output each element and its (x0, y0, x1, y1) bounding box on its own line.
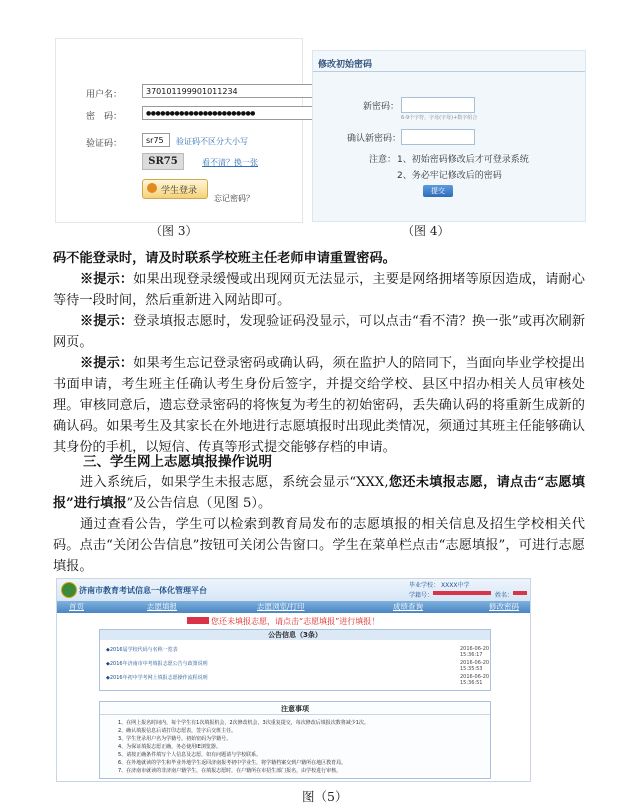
tip2-text: 登录填报志愿时，发现验证码没显示，可以点击“看不清？换一张”或再次刷新网页。 (53, 314, 586, 350)
new-password-hint: 6-9个字符，字母(字母)+数字组合 (401, 115, 478, 121)
rules-divider (100, 714, 490, 715)
username-label: 用户名： (86, 90, 123, 100)
paragraph-tip2 (53, 311, 585, 353)
captcha-hint: 验证码不区分大小写 (176, 137, 248, 146)
student-login-button[interactable] (142, 179, 208, 199)
tip1-text: 如果出现登录缓慢或出现网页无法显示，主要是网络拥堵等原因造成，请耐心等待一段时间，然后重新进入网站即可。 (53, 272, 585, 308)
nav-fill-volunteer[interactable]: 志愿填报 (147, 602, 177, 611)
title-divider (313, 71, 585, 72)
note-2: 2、务必牢记修改后的密码 (397, 171, 502, 181)
figure5-caption: 图（5） (302, 789, 348, 804)
para1-bold: 您还未填报志愿，请点击“志愿填报”进行填报 (53, 475, 585, 511)
paragraph-reset-password: 码不能登录时，请及时联系学校班主任老师申请重置密码。 (53, 251, 396, 266)
portal-screenshot (56, 578, 531, 782)
rule-line: 7、在济南市就读的非济南户籍学生，在填报志愿时，在户籍所在市招生部门报名，由学校进行审核。 (118, 768, 342, 774)
figure4-caption: （图 4） (402, 224, 450, 238)
portal-header (57, 579, 530, 601)
login-screenshot (55, 38, 303, 223)
student-name-redacted (187, 617, 209, 624)
school-value: XXXX中学 (441, 582, 470, 589)
portal-title: 济南市教育考试信息一体化管理平台 (79, 586, 207, 595)
rule-line: 4、为保证填报志愿正确，务必使用IE浏览器。 (118, 744, 221, 750)
forgot-password-link[interactable]: 忘记密码？ (214, 194, 254, 203)
notice-title: 公告信息（3条） (100, 630, 490, 640)
tip3-text: 如果考生忘记登录密码或确认码，须在监护人的陪同下，当面向毕业学校提出书面申请，考生班主任确认考生身份后签字，并提交给学校、县区中招办相关人员审核处理。审核同意后，遗忘登录密码的将恢复为考生的初始密码，丢失确认码的将重新生成新的确认码。如果考生及其家长在外地进行志愿填报时出现此类情况，须通过其班主任能够确认其身份的手机，以短信、传真等形式提交能够存档的申请。 (53, 356, 585, 455)
password-field[interactable]: ●●●●●●●●●●●●●●●●●●●●●●● (142, 106, 328, 120)
para1-end: ”及公告信息（见图 5）。 (126, 496, 272, 511)
captcha-label: 验证码： (86, 139, 123, 149)
username-field[interactable]: 370101199901011234 (142, 84, 328, 98)
new-password-label: 新密码： (363, 102, 400, 112)
rule-line: 3、学生登录用户名为学籍号，初始密码为学籍号。 (118, 736, 232, 742)
notice-item[interactable]: ◆2016年济南市中考填报志愿公告与政策说明 (106, 661, 208, 667)
rule-line: 1、在网上报名时间内，每个学生有1次填报机会，2次修改机会，3次重复提交，每次修改后填报次数将减少1次。 (118, 720, 369, 726)
notice-panel (99, 629, 491, 691)
notice-date: 2016-06-20 15:36:17 (460, 646, 490, 658)
student-no-redacted (433, 591, 491, 595)
notes-label: 注意： (369, 155, 397, 165)
notice-date: 2016-06-20 15:36:51 (460, 674, 490, 686)
tip1-label: ※提示： (80, 272, 134, 287)
figure3-caption: （图 3） (150, 224, 198, 238)
notice-date: 2016-06-20 15:35:53 (460, 660, 490, 672)
rules-panel (99, 701, 491, 779)
para1-start: 进入系统后，如果学生未报志愿，系统会显示“XXX, (80, 475, 389, 490)
password-label: 密 码： (86, 112, 123, 122)
name-label: 姓名： (495, 592, 514, 599)
rule-line: 2、确认填报信息后请打印志愿表，签字后交班主任。 (118, 728, 237, 734)
notice-item[interactable]: ◆2016年初中学考网上填报志愿操作流程说明 (106, 675, 208, 681)
captcha-image: SR75 (142, 153, 184, 170)
refresh-captcha-link[interactable]: 看不清？换一张 (202, 158, 258, 167)
school-label: 毕业学校： (409, 582, 440, 589)
confirm-password-label: 确认新密码： (347, 134, 402, 144)
name-redacted (513, 591, 527, 595)
nav-browse-print[interactable]: 志愿浏览/打印 (257, 602, 305, 611)
rules-title: 注意事项 (281, 705, 309, 713)
nav-score-query[interactable]: 成绩查询 (393, 602, 423, 611)
login-button-label: 学生登录 (161, 186, 198, 196)
not-filled-alert: 您还未填报志愿，请点击“志愿填报”进行填报！ (211, 617, 380, 626)
portal-logo-icon (61, 582, 77, 598)
paragraph-tip1 (53, 269, 585, 311)
rule-line: 5、请按正确条件填写个人信息及志愿，如有问题请与学校联系。 (118, 752, 262, 758)
confirm-password-field[interactable] (401, 129, 475, 145)
section-heading: 三、学生网上志愿填报操作说明 (83, 454, 272, 470)
change-password-screenshot (312, 50, 586, 222)
paragraph-entry (53, 472, 585, 514)
rule-line: 6、在外地就读的学生和毕业外地学生返回济南报考初中学业生，将学籍档案交到户籍所在地区教育局。 (118, 760, 347, 766)
paragraph-tip3 (53, 353, 585, 458)
tip3-label: ※提示： (80, 356, 134, 371)
tip2-label: ※提示： (80, 314, 134, 329)
note-1: 1、初始密码修改后才可登录系统 (397, 155, 529, 165)
submit-button[interactable]: 提交 (423, 185, 453, 197)
user-icon (147, 183, 157, 193)
captcha-field[interactable]: sr75 (142, 133, 170, 147)
change-password-title: 修改初始密码 (318, 60, 373, 70)
new-password-field[interactable] (401, 97, 475, 113)
portal-nav (57, 601, 530, 613)
nav-home[interactable]: 首页 (69, 602, 84, 611)
paragraph-notice: 通过查看公告，学生可以检索到教育局发布的志愿填报的相关信息及招生学校相关代码。点击“关闭公告信息”按钮可关闭公告窗口。学生在菜单栏点击“志愿填报”，可进行志愿填报。 (53, 517, 585, 574)
nav-change-password[interactable]: 修改密码 (489, 602, 519, 611)
student-no-label: 学籍号： (409, 592, 434, 599)
notice-item[interactable]: ◆2016届学校代码与名称一览表 (106, 647, 178, 653)
